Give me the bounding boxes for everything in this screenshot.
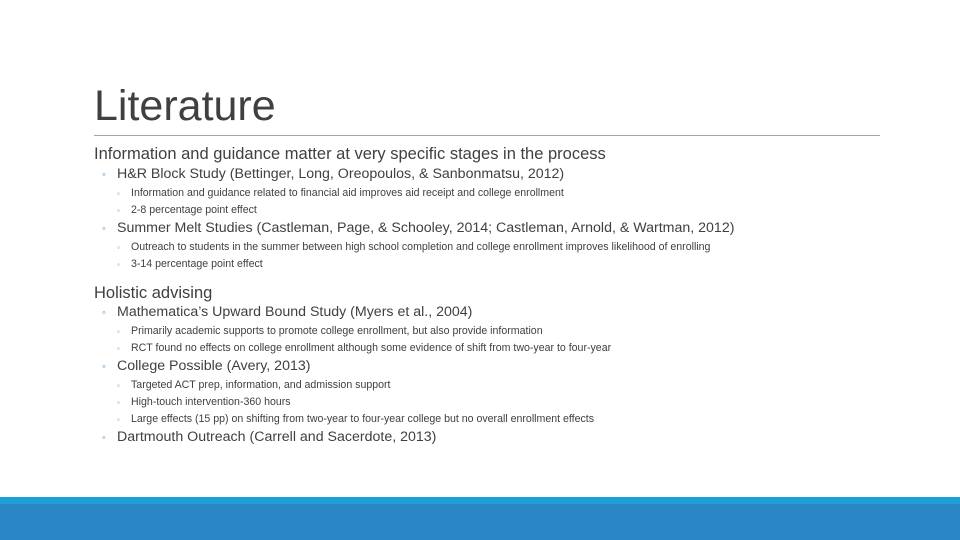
bullet-icon: ◦ — [102, 223, 106, 235]
title-divider — [94, 135, 880, 136]
sub-list-item-label: Information and guidance related to financial aid improves aid receipt and college enrollment — [131, 187, 564, 199]
section-heading: Information and guidance matter at very specific stages in the process — [94, 145, 606, 163]
bullet-icon: ◦ — [117, 381, 120, 390]
list-item-label: Mathematica’s Upward Bound Study (Myers et al., 2004) — [117, 304, 473, 320]
list-item-label: Summer Melt Studies (Castleman, Page, & Schooley, 2014; Castleman, Arnold, & Wartman, 2012) — [117, 220, 735, 236]
sub-list-item — [117, 396, 291, 408]
sub-list-item-label: Primarily academic supports to promote college enrollment, but also provide information — [131, 325, 543, 337]
bullet-icon: ◦ — [102, 361, 106, 373]
sub-list-item-label: 2-8 percentage point effect — [131, 204, 257, 216]
bullet-icon: ◦ — [117, 415, 120, 424]
bullet-icon: ◦ — [117, 260, 120, 269]
list-item — [102, 358, 310, 374]
list-item-label: College Possible (Avery, 2013) — [117, 358, 311, 374]
bullet-icon: ◦ — [117, 398, 120, 407]
bullet-icon: ◦ — [102, 307, 106, 319]
sub-list-item-label: RCT found no effects on college enrollment although some evidence of shift from two-year to four-year — [131, 342, 612, 354]
sub-list-item — [117, 413, 594, 425]
sub-list-item — [117, 204, 257, 216]
sub-list-item — [117, 379, 391, 391]
list-item-label: H&R Block Study (Bettinger, Long, Oreopoulos, & Sanbonmatsu, 2012) — [117, 166, 565, 182]
bullet-icon: ◦ — [117, 206, 120, 215]
list-item — [102, 429, 436, 445]
sub-list-item-label: Targeted ACT prep, information, and admission support — [131, 379, 391, 391]
list-item — [102, 304, 472, 320]
list-item-label: Dartmouth Outreach (Carrell and Sacerdote, 2013) — [117, 429, 437, 445]
bullet-icon: ◦ — [117, 243, 120, 252]
bullet-icon: ◦ — [117, 327, 120, 336]
sub-list-item-label: Outreach to students in the summer between high school completion and college enrollment improves likelihood of enrolling — [131, 241, 711, 253]
bullet-icon: ◦ — [117, 189, 120, 198]
footer-accent-strip — [0, 497, 960, 504]
bullet-icon: ◦ — [102, 432, 106, 444]
slide-title: Literature — [94, 82, 276, 130]
sub-list-item — [117, 187, 564, 199]
sub-list-item — [117, 325, 543, 337]
list-item — [102, 220, 734, 236]
sub-list-item — [117, 342, 611, 354]
sub-list-item-label: High-touch intervention-360 hours — [131, 396, 291, 408]
bullet-icon: ◦ — [117, 344, 120, 353]
sub-list-item-label: 3-14 percentage point effect — [131, 258, 263, 270]
sub-list-item — [117, 258, 263, 270]
sub-list-item-label: Large effects (15 pp) on shifting from two-year to four-year college but no overall enrollment effects — [131, 413, 595, 425]
list-item — [102, 166, 564, 182]
bullet-icon: ◦ — [102, 169, 106, 181]
section-heading: Holistic advising — [94, 284, 213, 302]
sub-list-item — [117, 241, 710, 253]
